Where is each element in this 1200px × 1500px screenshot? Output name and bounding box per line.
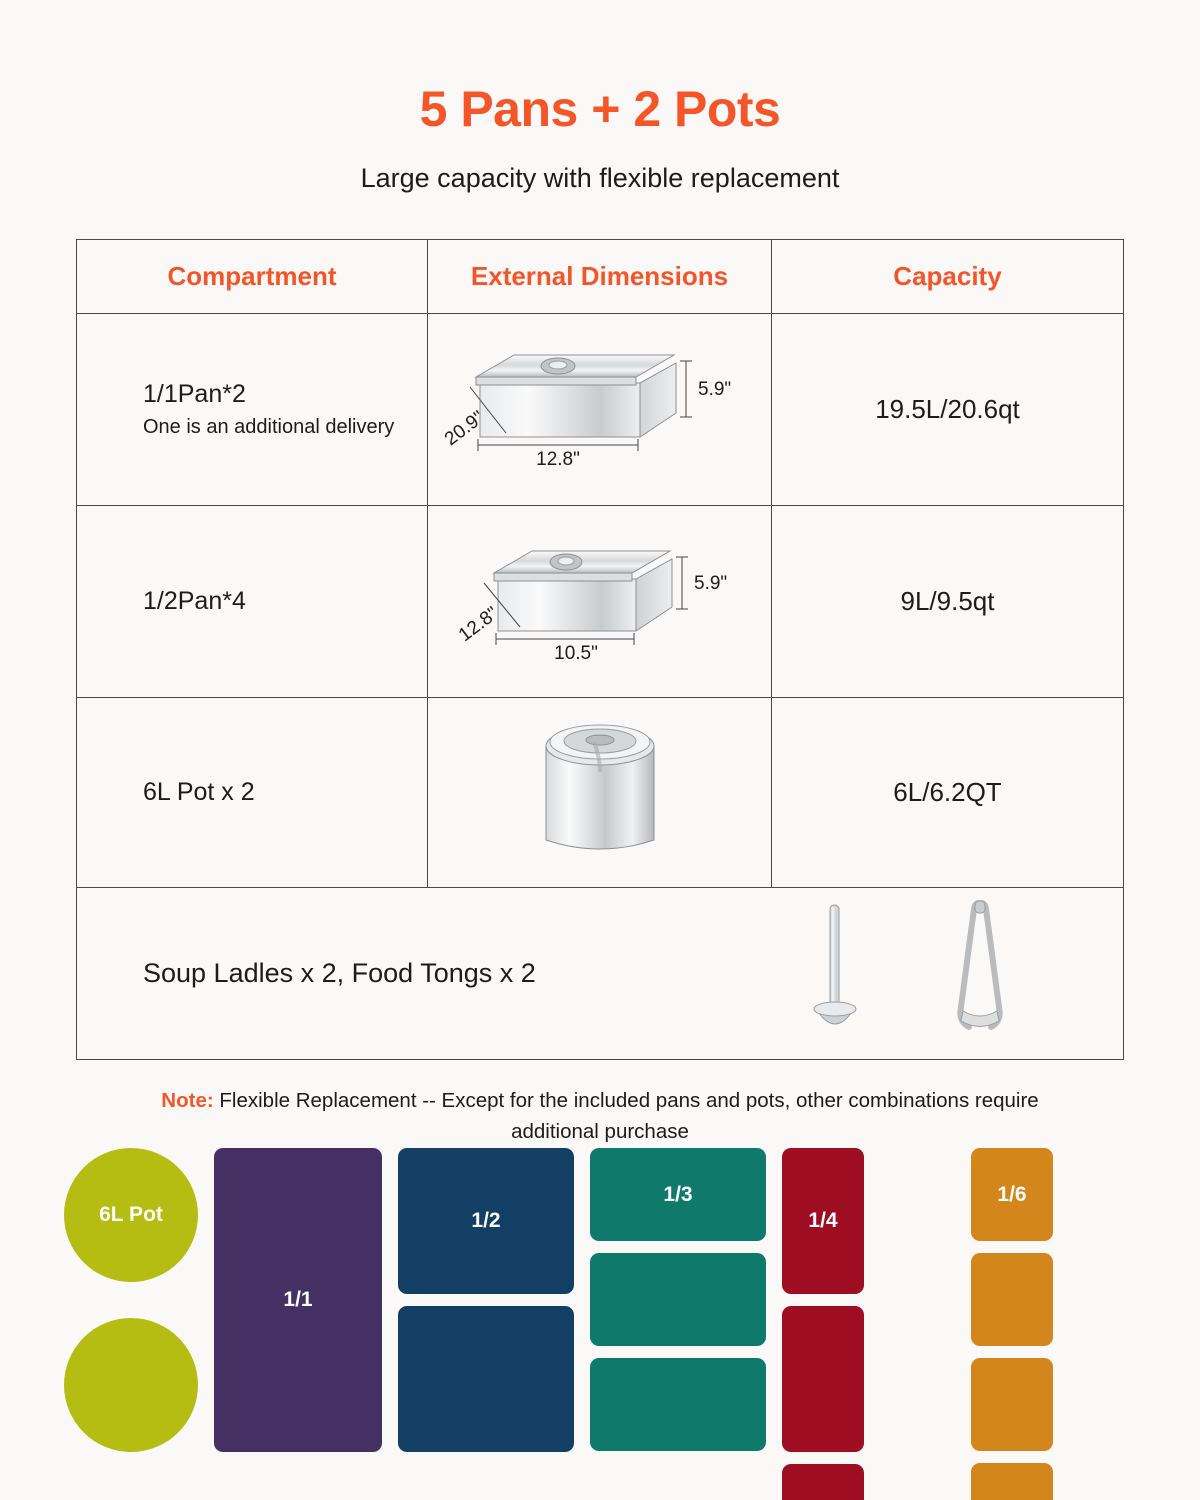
column-header-capacity: Capacity <box>893 261 1002 291</box>
table-row <box>77 505 1123 697</box>
legend-tile <box>398 1306 574 1452</box>
accessories-icons <box>697 899 1123 1049</box>
note-text <box>140 1086 1060 1148</box>
dimension-height: 5.9" <box>697 378 731 400</box>
dimension-length: 12.8" <box>454 602 502 646</box>
table-header-row <box>77 240 1123 313</box>
row-dimensions-cell <box>427 314 772 505</box>
legend-tile: 1/6 <box>971 1148 1053 1241</box>
accessories-cell <box>77 888 1123 1059</box>
legend-tile <box>971 1253 1053 1346</box>
soup-ladle-icon <box>795 899 875 1049</box>
compartment-note: One is an additional delivery <box>143 415 395 438</box>
compartment-label: 1/1Pan*2 <box>143 380 246 409</box>
dimension-length: 20.9" <box>440 406 488 450</box>
page-title: 5 Pans + 2 Pots <box>419 81 781 137</box>
table-row <box>77 313 1123 505</box>
note-prefix: Note: <box>161 1089 214 1112</box>
legend-tile <box>64 1318 198 1452</box>
legend-tile <box>971 1463 1053 1500</box>
size-legend <box>64 1148 1144 1458</box>
column-header-external-dimensions: External Dimensions <box>427 240 772 313</box>
compartment-label: 1/2Pan*4 <box>143 586 246 615</box>
spec-table <box>76 239 1124 1060</box>
legend-tile <box>782 1306 864 1452</box>
legend-tile <box>782 1464 864 1500</box>
table-row <box>77 697 1123 887</box>
legend-tile: 1/2 <box>398 1148 574 1294</box>
dimension-width: 10.5" <box>553 642 598 664</box>
compartment-label: 6L Pot x 2 <box>143 777 255 806</box>
row-capacity-cell: 6L/6.2QT <box>893 777 1002 807</box>
row-compartment-cell <box>77 314 427 505</box>
legend-group-1-4 <box>782 1148 955 1458</box>
stainless-pan-with-lid-icon <box>440 325 760 495</box>
column-header-compartment: Compartment <box>167 261 337 291</box>
legend-tile: 6L Pot <box>64 1148 198 1282</box>
stainless-pan-with-lid-icon <box>440 517 760 687</box>
legend-group-1-3 <box>590 1148 766 1458</box>
legend-tile: 1/1 <box>214 1148 382 1452</box>
legend-tile: 1/4 <box>782 1148 864 1294</box>
row-dimensions-cell <box>427 698 772 887</box>
row-dimensions-cell <box>427 506 772 697</box>
table-row-accessories <box>77 887 1123 1059</box>
row-capacity-cell: 9L/9.5qt <box>900 586 995 616</box>
dimension-width: 12.8" <box>535 448 580 470</box>
dimension-height: 5.9" <box>693 572 727 594</box>
legend-group-1-6 <box>971 1148 1144 1458</box>
food-tongs-icon <box>935 899 1025 1049</box>
stainless-round-pot-with-lid-icon <box>490 708 710 878</box>
legend-tile <box>590 1253 766 1346</box>
legend-tile: 1/3 <box>590 1148 766 1241</box>
row-compartment-cell <box>77 698 427 887</box>
legend-group-1-1 <box>214 1148 382 1458</box>
accessories-label: Soup Ladles x 2, Food Tongs x 2 <box>143 958 536 988</box>
page-subtitle: Large capacity with flexible replacement <box>360 163 840 193</box>
legend-tile <box>971 1358 1053 1451</box>
legend-group-6l-pot <box>64 1148 198 1458</box>
note-body: Flexible Replacement -- Except for the included pans and pots, other combinations require additional purchase <box>219 1089 1039 1143</box>
legend-tile <box>590 1358 766 1451</box>
legend-group-1-2 <box>398 1148 574 1458</box>
row-capacity-cell: 19.5L/20.6qt <box>875 394 1020 424</box>
row-compartment-cell <box>77 506 427 697</box>
